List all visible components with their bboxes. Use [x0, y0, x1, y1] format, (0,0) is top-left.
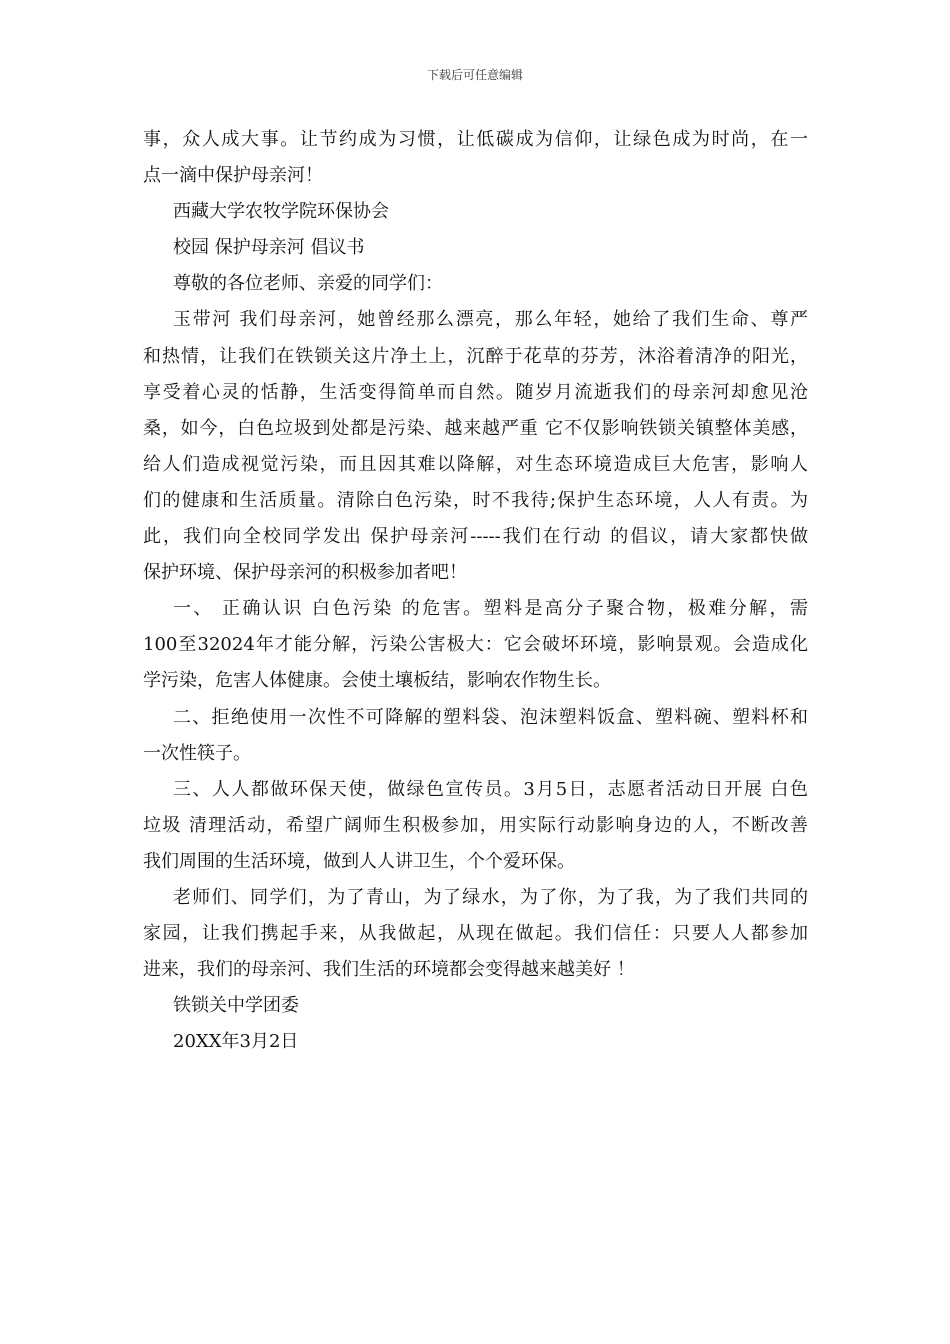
text-line: 老师们、同学们，为了青山，为了绿水，为了你，为了我，为了我们共同的: [173, 886, 808, 908]
text-line: 玉带河 我们母亲河，她曾经那么漂亮，那么年轻，她给了我们生命、尊严: [173, 309, 808, 331]
text-line: 尊敬的各位老师、亲爱的同学们：: [173, 273, 443, 295]
text-line: 家园，让我们携起手来，从我做起，从现在做起。我们信任：只要人人都参加: [143, 923, 808, 945]
text-line: 桑，如今，白色垃圾到处都是污染、越来越严重 它不仅影响铁锁关镇整体美感，: [143, 417, 808, 439]
page-header: 下载后可任意编辑: [426, 68, 523, 82]
text-line: 西藏大学农牧学院环保协会: [173, 201, 389, 223]
text-line: 们的健康和生活质量。清除白色污染，时不我待;保护生态环境，人人有责。为: [143, 489, 808, 511]
text-line: 三、人人都做环保天使，做绿色宣传员。3月5日，志愿者活动日开展 白色: [173, 778, 808, 800]
text-line: 保护环境、保护母亲河的积极参加者吧！: [143, 562, 467, 584]
text-line: 点一滴中保护母亲河！: [143, 165, 323, 187]
text-line: 学污染，危害人体健康。会使土壤板结，影响农作物生长。: [143, 670, 611, 692]
text-line: 垃圾 清理活动，希望广阔师生积极参加，用实际行动影响身边的人，不断改善: [143, 814, 808, 836]
text-line: 铁锁关中学团委: [173, 995, 299, 1017]
text-line: 我们周围的生活环境，做到人人讲卫生，个个爱环保。: [143, 850, 575, 872]
text-line: 享受着心灵的恬静，生活变得简单而自然。随岁月流逝我们的母亲河却愈见沧: [143, 381, 808, 403]
text-line: 20XX年3月2日: [173, 1031, 299, 1053]
text-line: 事，众人成大事。让节约成为习惯，让低碳成为信仰，让绿色成为时尚，在一: [143, 129, 808, 150]
document-body: [143, 122, 808, 1060]
text-line: 一次性筷子。: [143, 742, 251, 764]
text-line: 二、拒绝使用一次性不可降解的塑料袋、泡沫塑料饭盒、塑料碗、塑料杯和: [173, 706, 808, 728]
text-line: 校园 保护母亲河 倡议书: [173, 237, 365, 259]
text-line: 一、 正确认识 白色污染 的危害。塑料是高分子聚合物，极难分解，需: [173, 598, 808, 620]
text-line: 和热情，让我们在铁锁关这片净土上，沉醉于花草的芬芳，沐浴着清净的阳光，: [143, 345, 808, 367]
text-line: 此，我们向全校同学发出 保护母亲河-----我们在行动 的倡议，请大家都快做: [143, 526, 808, 548]
text-line: 给人们造成视觉污染，而且因其难以降解，对生态环境造成巨大危害，影响人: [143, 453, 808, 475]
text-line: 100至32024年才能分解，污染公害极大：它会破坏环境，影响景观。会造成化: [143, 634, 808, 656]
text-line: 进来，我们的母亲河、我们生活的环境都会变得越来越美好 ！: [143, 959, 635, 981]
